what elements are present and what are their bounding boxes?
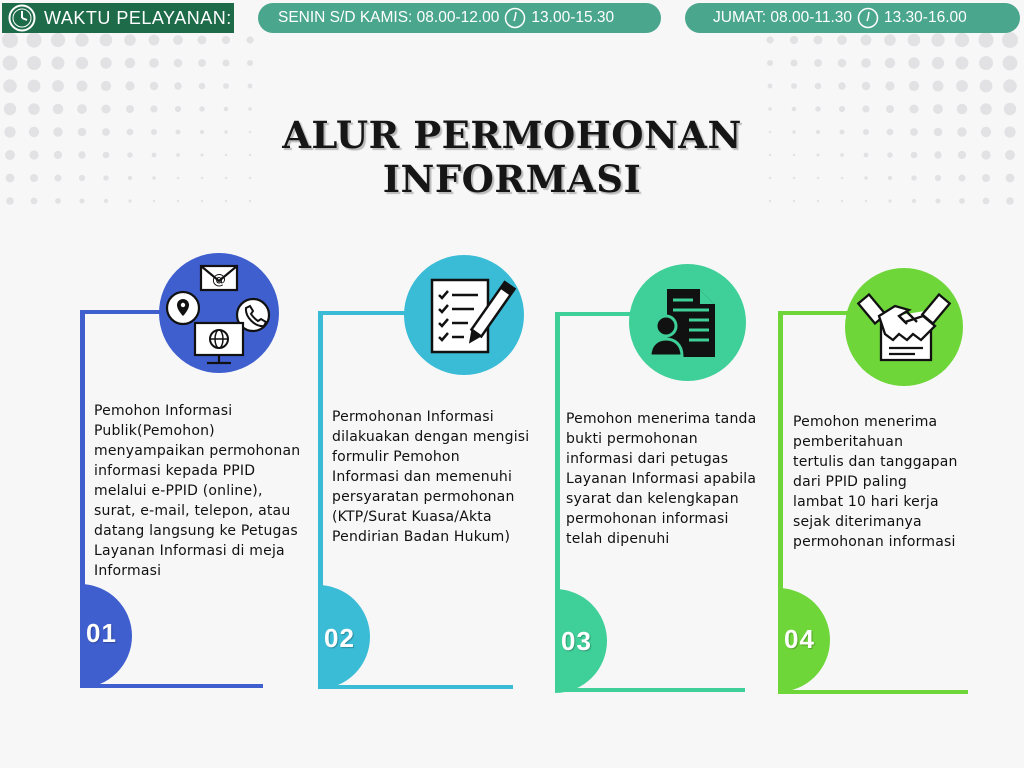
step-number: 01 [86, 618, 117, 648]
step-icon-circle-1 [159, 253, 279, 373]
clock-icon [504, 7, 526, 29]
step-frame-bottom-line [555, 688, 745, 692]
friday-hours-text: JUMAT: 08.00-11.30 [713, 9, 852, 26]
step-description-3: Pemohon menerima tanda bukti permohonan informasi dari petugas Layanan Informasi apabila syarat dan kelengkapan permohonan informasi telah dipenuhi [566, 411, 757, 547]
friday-hours-text-2: 13.30-16.00 [884, 9, 967, 26]
svg-text:@: @ [212, 272, 226, 288]
service-hours-label: WAKTU PELAYANAN: [44, 7, 232, 28]
step-icon-circle-4 [845, 268, 963, 386]
step-description-1: Pemohon Informasi Publik(Pemohon) menyampaikan permohonan informasi kepada PPID melalui e-PPID (online), surat, e-mail, telepon, atau datang langsung ke Petugas Layanan Informasi di meja Informasi [94, 403, 301, 579]
step-description-4: Pemohon menerima pemberitahuan tertulis dan tanggapan dari PPID paling lambat 10 hari kerja sejak diterimanya permohonan informasi [793, 414, 958, 550]
handshake-document-icon [845, 268, 963, 386]
weekday-hours-text-2: 13.00-15.30 [531, 9, 615, 26]
dot-pattern-right [760, 30, 1024, 210]
step-frame-bottom-line [778, 690, 968, 694]
step-number: 04 [784, 624, 815, 654]
step-icon-circle-3 [629, 264, 746, 381]
step-description-2: Permohonan Informasi dilakuakan dengan mengisi formulir Pemohon Informasi dan memenuhi persyaratan permohonan (KTP/Surat Kuasa/Akta Pendirian Badan Hukum) [332, 409, 530, 545]
page-title-line-1: ALUR PERMOHONAN [282, 113, 742, 157]
weekday-hours-pill [258, 3, 661, 33]
page-title [262, 113, 762, 201]
step-number: 02 [324, 623, 355, 653]
clock-icon [857, 7, 879, 29]
service-hours-badge [2, 3, 234, 33]
step-number: 03 [561, 626, 592, 656]
step-frame-bottom-line [318, 685, 513, 689]
clock-icon [8, 4, 36, 32]
step-frame-top-line [778, 311, 850, 315]
step-frame-top-line [318, 311, 406, 315]
friday-hours-pill [685, 3, 1020, 33]
weekday-hours-text: SENIN S/D KAMIS: 08.00-12.00 [278, 9, 500, 26]
form-pen-icon [404, 255, 524, 375]
dot-pattern-left [0, 30, 270, 210]
user-document-icon [629, 264, 746, 381]
contact-channels-icon [159, 253, 279, 373]
page-title-line-2: INFORMASI [382, 157, 642, 201]
step-frame-bottom-line [80, 684, 263, 688]
step-frame-top-line [80, 310, 162, 314]
step-icon-circle-2 [404, 255, 524, 375]
step-frame-top-line [555, 312, 631, 316]
